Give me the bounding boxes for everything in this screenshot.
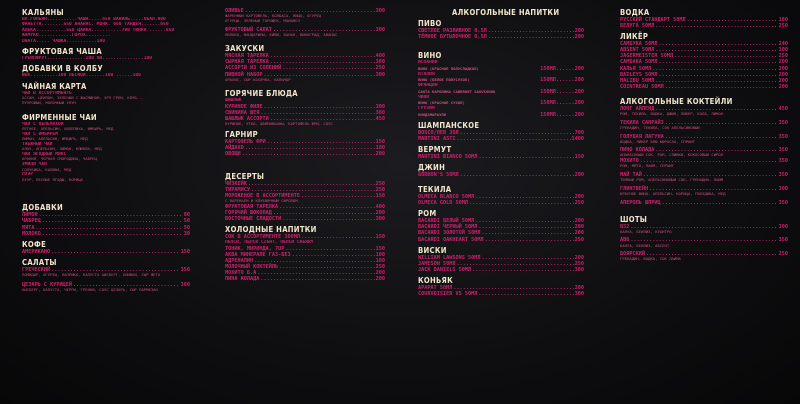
- menu-item-name: ЭМИЛИ ЧАЙ: [22, 162, 47, 168]
- menu-item: ТЁМНОЕ БУТЫЛОЧНОЕ 0,5Л ..... 200: [418, 34, 584, 40]
- section-title: САЛАТЫ: [22, 257, 57, 267]
- section-hookah: [22, 8, 190, 44]
- menu-item: ЦЕЗАРЬ С КУРИЦЕЙ ..... 380: [22, 282, 190, 288]
- menu-item: КАРТОФЕЛЬ ФРИ ..... 150: [225, 139, 385, 145]
- menu-line: ФАНЕТТА........550 АНАНАС, МОНК. 660 ТАНДЕЯ.......650: [22, 22, 169, 28]
- menu-item: КИНДЗМАРАУЛИ 150МЛ......200: [418, 111, 584, 118]
- section-title: ДЕСЕРТЫ: [225, 172, 265, 182]
- menu-item: АВБ ..... 350: [620, 237, 788, 243]
- menu-item: МОЛОКО ..... 30: [22, 231, 190, 237]
- menu-line: ВЛ.ГОЛЬЯН...........ЧАША.....650 ВАНИЛЬ.....ОБАЛ.900: [22, 17, 166, 22]
- section-title: АЛКОГОЛЬНЫЕ КОКТЕЙЛИ: [620, 96, 733, 106]
- menu-item: КАЛЬЯ 50МЛ ..... 200: [620, 66, 788, 72]
- menu-item: ШАШЛЫК АССОРТИ ..... 450: [225, 116, 385, 122]
- menu-item: СВИНИНА ШЕЯ ..... 380: [225, 110, 385, 116]
- section-title: ШАМПАНСКОЕ: [418, 120, 480, 130]
- section-coffee: [22, 240, 190, 255]
- menu-item: САНТА КАРОЛИНА CABERNET SAUVIGNON 150МЛ......200: [418, 88, 584, 95]
- menu-item: СВЕТЛОЕ РАЗЛИВНОЕ 0,5Л ..... 200: [418, 28, 584, 34]
- item-description: С ВАРЕНЬЕМ И КЛУБНИЧНЫМ СИРОПОМ: [225, 199, 298, 204]
- menu-item: OLMECA GOLD 50МЛ ..... 250: [418, 200, 584, 206]
- menu-item: ЛОНГ АЙЛЕНД ..... 450: [620, 106, 788, 112]
- menu-item: MARTINI ASTI ..... 1400: [418, 136, 584, 142]
- menu-item: АРАРАТ 50МЛ ..... 200: [418, 285, 584, 291]
- menu-item: MARTINI BIANCO 50МЛ ..... 150: [418, 154, 584, 160]
- item-description: АРАХИС, СЫР КОСИЧКА, КАЛЬМАР: [225, 77, 291, 82]
- item-description: ПОМИДОР, ОГУРЕЦ, ПАПРИКА, КАПУСТА АЙСБЕРГ, ОЛИВКИ, СЫР ФЕТА: [22, 272, 161, 277]
- menu-item: ОВОЩИ ..... 200: [225, 151, 385, 157]
- item-description: ЖАРЕННЫЙ КАРТОФЕЛЬ, КОЛБАСА, ЯЙЦО, ОГУРЕЦ: [225, 14, 322, 19]
- item-description: АССАМ, ЦЕЙЛОН, ЗЕЛЁНЫЙ С ЖАСМИНОМ, ЭРЛ ГРЕЙ, КЛУБ...: [22, 96, 144, 101]
- menu-item: BACARDI БЕЛЫЙ 50МЛ ..... 200: [418, 218, 584, 224]
- section-title: ЧАЙНАЯ КАРТА: [22, 81, 87, 91]
- item-description: ЛЕТНЕЕ, АПЕЛЬСИН, ОБЛЕПИХА, ИМБИРЬ, МЁД: [22, 127, 114, 132]
- item-description: КАЛУА, БЕЙЛИЗ, КУАНТРО: [620, 229, 672, 234]
- menu-item: ФРУКТОВАЯ ТАРЕЛКА ..... 400: [225, 204, 385, 210]
- wine-country: ИСПАНИЯ: [418, 60, 438, 66]
- section-champagne: [418, 121, 584, 142]
- section-tea-card: [22, 82, 190, 106]
- menu-item: ВИНО (КРАСНОЕ СУХОЕ) 150МЛ......200: [418, 100, 584, 107]
- menu-item: БОЯРСКИЙ ..... 250: [620, 251, 788, 257]
- section-title: ВЕРМУТ: [418, 144, 452, 154]
- menu-item: ЛИМОН ..... 80: [22, 212, 190, 218]
- menu-item: BAILEYS 50МЛ ..... 200: [620, 72, 788, 78]
- item-description: КУРИНОЕ, УТКА, ШАМПИНЬОНЫ, КАРТОФЕЛЬ ФРИ, СОУС: [225, 122, 333, 127]
- section-vodka: [620, 8, 788, 29]
- menu-column-1: [22, 8, 190, 295]
- section-title: КАЛЬЯНЫ: [22, 8, 64, 17]
- section-title: ХОЛОДНЫЕ НАПИТКИ: [225, 225, 317, 235]
- section-fruit-bowl: [22, 47, 190, 61]
- menu-item: ТИРАМИСУ ..... 250: [225, 187, 385, 193]
- menu-line: ЖАМУКО............ГОРОХ.........: [22, 33, 111, 39]
- wine-country: ФРАНЦИЯ: [418, 83, 438, 89]
- section-title: ГОРЯЧИЕ БЛЮДА: [225, 89, 298, 99]
- menu-item: МЯСНАЯ ТАРЕЛКА ..... 400: [225, 53, 385, 59]
- menu-column-4: [620, 8, 788, 265]
- wine-country: ГРУЗИЯ: [418, 106, 435, 112]
- section-whisky: [418, 246, 584, 273]
- menu-item: ГРЕЧЕСКИЙ ..... 350: [22, 267, 190, 273]
- section-branded-tea: [22, 113, 190, 183]
- menu-item: АПЕРОЛЬ ШПРИЦ ..... 350: [620, 200, 788, 206]
- menu-item: ПИНО КОЛАДА ..... 350: [620, 147, 788, 153]
- menu-item: BACARDI ЗОЛОТОЙ 50МЛ ..... 200: [418, 230, 584, 236]
- menu-item: OLMECA BLANCO 50МЛ ..... 200: [418, 194, 584, 200]
- menu-item: ВИНО (БЕЛОЕ ПОЛУСУХОЕ) 150МЛ......200: [418, 77, 584, 84]
- item-description: КАЛУА, БЕЙЛИЗ, АБСЕНТ: [620, 243, 670, 248]
- section-hot-dishes: [225, 89, 385, 126]
- menu-item: ТОНИК, МИРИНДА, 7UP ..... 150: [225, 246, 385, 252]
- section-title: ВИНО: [418, 51, 442, 61]
- item-description: АНАНАСОВЫЙ СОК, РОМ, СЛИВКИ, КОКОСОВЫЙ СИРОП: [620, 153, 724, 158]
- section-title: ДОБАВКИ В КОЛБУ: [22, 64, 103, 74]
- section-rum: [418, 209, 584, 242]
- section-cocktails: [620, 97, 788, 206]
- section-title: КОНЬЯК: [418, 275, 453, 285]
- menu-line: АЛЕКА...........550 ЦАЙКА...........700 ТИНКА.......850: [22, 27, 175, 33]
- menu-item: РУССКИЙ СТАНДАРТ 50МЛ ..... 180: [620, 17, 788, 23]
- menu-item: АКВА МИНЕРАЛЕ ГАЗ-БЕЗ ..... 100: [225, 252, 385, 258]
- section-gin: [418, 163, 584, 178]
- section-title: ДОБАВКИ: [22, 203, 63, 213]
- menu-item: MALIBU 50МЛ ..... 200: [620, 78, 788, 84]
- menu-item: МЯТА ..... 50: [22, 225, 190, 231]
- menu-item: ГЛИНТВЕЙН ..... 300: [620, 186, 788, 192]
- alcohol-heading: АЛКОГОЛЬНЫЕ НАПИТКИ: [452, 8, 560, 17]
- menu-item: JAMESON 50МЛ ..... 250: [418, 261, 584, 267]
- wine-country: ИТАЛИЯ: [418, 71, 435, 77]
- menu-item: ЧАБРЕЦ ..... 50: [22, 218, 190, 224]
- section-desserts: [225, 172, 385, 222]
- menu-item: СЫРНАЯ ТАРЕЛКА ..... 380: [225, 59, 385, 65]
- item-description: РОМ, МЯТА, ЛАЙМ, СПРАЙТ: [620, 164, 674, 169]
- wine-country: ЧИЛИ: [418, 94, 430, 100]
- section-side-dish: [225, 130, 385, 157]
- menu-item: МОХИТО Б.А ..... 200: [225, 270, 385, 276]
- menu-item: МОРОЖЕНОЕ В АССОРТИМЕНТЕ ..... 150: [225, 193, 385, 199]
- menu-item: ГОРЯЧИЙ ШОКОЛАД ..... 200: [225, 210, 385, 216]
- section-title: КОФЕ: [22, 239, 47, 249]
- item-description: ГРЕНАДИН, ВОДКА, СОК ЛАЙМА: [620, 257, 681, 262]
- menu-item: МОЛОЧНЫЙ КОКТЕЙЛЬ ..... 250: [225, 264, 385, 270]
- item-description: ПУЭРОВЫЙ, МОЛОЧНЫЙ УЛУН: [22, 100, 76, 105]
- item-description: РОМ, ТЕКИЛА, ВОДКА, ДЖИН, ЛИКЁР, КОЛА, ЛИМОН: [620, 112, 724, 117]
- menu-item: ГОЛУБАЯ ЛАГУНА ..... 350: [620, 134, 788, 140]
- menu-item: GORDON'S 50МЛ ..... 200: [418, 172, 584, 178]
- menu-item: МОХИТО ..... 350: [620, 158, 788, 164]
- item-description: ЛИМОН, АПЕЛЬСИН, ИМБИРЬ, МЁД: [22, 137, 88, 142]
- item-description: ГОЛУБИКА, КАЛИНА, МЁД: [22, 167, 72, 172]
- menu-item: ВИНО (КРАСНОЕ ПОЛУСЛАДКОЕ) 150МЛ......200: [418, 65, 584, 72]
- section-title: ТЕКИЛА: [418, 185, 452, 195]
- menu-item: Б52 ..... 300: [620, 224, 788, 230]
- section-beer: [418, 19, 584, 40]
- menu-column-3: [418, 8, 584, 300]
- item-description: ТЁМНЫЙ РОМ, АПЕЛЬСИНОВЫЙ СОК, ГРЕНАДИН, ЛАЙМ: [620, 178, 724, 183]
- section-extras: [22, 203, 190, 236]
- menu-column-2: [225, 8, 385, 285]
- menu-item: WILLIAM LAWSONS 50МЛ ..... 200: [418, 255, 584, 261]
- menu-item: BACARDI OAKHEART 50МЛ ..... 250: [418, 237, 584, 243]
- section-salads: [22, 258, 190, 293]
- item-description: АРОНИЯ, ЧЁРНАЯ СМОРОДИНА, ЧАБРЕЦ: [22, 157, 97, 162]
- section-cold-drinks: [225, 225, 385, 282]
- menu-item-name: ЧАЙ С ИМБИРЕМ: [22, 131, 58, 137]
- item-description: КРАСНОЕ ВИНО, АПЕЛЬСИН, КОРИЦА, ГВОЗДИКА, МЁД: [620, 191, 726, 196]
- item-description: ГРЕНАДИН, ТЕКИЛА, СОК АПЕЛЬСИНОВЫЙ: [620, 125, 700, 130]
- menu-line: ЮБК..........100 ЛЕСНОЙ.......100 ......100: [22, 73, 141, 79]
- section-title: ФИРМЕННЫЕ ЧАИ: [22, 112, 97, 122]
- menu-item: ВОСТОЧНЫЕ СЛАДОСТИ ..... 300: [225, 216, 385, 222]
- section-cognac: [418, 276, 584, 297]
- section-additives: [22, 64, 190, 78]
- menu-item-name: ЧАЙ С ОБЛЕПИХОЙ: [22, 121, 64, 127]
- section-title: ВИСКИ: [418, 245, 447, 255]
- menu-item: ОЛИВЬЕ ..... 300: [225, 8, 385, 14]
- item-description: ВОДКА, ЛИКЁР БЛЮ КЮРАСАО, СПРАЙТ: [620, 139, 695, 144]
- menu-item-name: ПУЭР: [22, 172, 34, 178]
- menu-item: АМЕРИКАНО ..... 150: [22, 249, 190, 255]
- section-liqueur: [620, 32, 788, 90]
- section-title: ВОДКА: [620, 8, 650, 17]
- menu-item: КУРИНОЕ ФИЛЕ ..... 300: [225, 104, 385, 110]
- menu-item: АДРЕНАЛИН ..... 180: [225, 258, 385, 264]
- item-description: ЯБЛОКО, МАНДАРИНЫ, КИВИ, БАНАН, ВИНОГРАД, АНАНАС: [225, 32, 338, 37]
- menu-item: BACARDI ЧЕРНЫЙ 50МЛ ..... 200: [418, 224, 584, 230]
- section-title: ФРУКТОВАЯ ЧАША: [22, 47, 102, 57]
- menu-line: ОВАТА..... ЧАШКА...........100: [22, 38, 105, 44]
- section-title: ЛИКЁР: [620, 32, 649, 42]
- section-title: ДЖИН: [418, 162, 446, 172]
- menu-item: JACK DANIELS 50МЛ ..... 300: [418, 267, 584, 273]
- menu-line: ГРЕЙПФРУТ..............100 ЯН...............100: [22, 56, 152, 62]
- section-vermouth: [418, 145, 584, 160]
- section-wine: [418, 51, 584, 118]
- menu-item: АССОРТИ ИЗ СОЛЕНИЙ ..... 250: [225, 65, 385, 71]
- menu-item: BOSCO/ЛЕВ ЗОЛ ..... 700: [418, 130, 584, 136]
- menu-item-name: ТАЁЖНЫЙ ЧАЙ: [22, 141, 53, 147]
- menu-item: ABSENT 50МЛ ..... 300: [620, 47, 788, 53]
- menu-item: ЧИЗКЕЙК ..... 250: [225, 181, 385, 187]
- menu-item-name: ШАШЛЫК: [225, 98, 242, 104]
- section-title: ПИВО: [418, 19, 442, 28]
- section-title: ШОТЫ: [620, 214, 648, 224]
- menu-item: САМБУКА 50МЛ ..... 240: [620, 41, 788, 47]
- section-title: ЗАКУСКИ: [225, 44, 265, 54]
- section-snacks: [225, 44, 385, 82]
- menu-item: МАЙ ТАЙ ..... 350: [620, 172, 788, 178]
- menu-item: ПИВНОЙ НАБОР ..... 300: [225, 72, 385, 78]
- section-olives: [225, 8, 385, 37]
- section-tequila: [418, 185, 584, 206]
- menu-item: БЕЛУГА 50МЛ ..... 250: [620, 23, 788, 29]
- section-title: ГАРНИР: [225, 129, 258, 139]
- menu-item: COURVOISIER VS 50МЛ ..... 300: [418, 291, 584, 297]
- menu-item: COINTREAU 50МЛ ..... 200: [620, 84, 788, 90]
- menu-item: JAGERMEISTER 50МЛ ..... 250: [620, 53, 788, 59]
- section-shots: [620, 215, 788, 262]
- menu-item: ФРУКТОВЫЙ САЛАТ ..... 300: [225, 27, 385, 33]
- item-description: ПУЭР, ЛЕСНЫЕ ЯГОДЫ, КОРИЦА: [22, 177, 83, 182]
- menu-item-name: ПЕПСИ, ПЕПСИ LIGHT, ПЕПСИ CHERRY: [225, 240, 314, 246]
- item-description: АЙСБЕРГ, КАПУСТА, ЧЕРРИ, ГРЕНКИ, СОУС ЦЕЗАРЬ, СЫР ПАРМЕЗАН: [22, 287, 158, 292]
- item-description: АЛОЭ, АПЕЛЬСИН, ЛИМОН, КЛЮКВА, МЁД: [22, 147, 102, 152]
- menu-item: АЙДАХО ..... 180: [225, 145, 385, 151]
- menu-item: ПИНА КОЛАДА ..... 200: [225, 276, 385, 282]
- item-description: ОГУРЦЫ, ЗЕЛЁНЫЙ ГОРОШЕК, МАЙОНЕЗ: [225, 18, 300, 23]
- menu-item: САМБАКА 50МЛ ..... 200: [620, 59, 788, 65]
- menu-item: ТЕКИЛА САНРАЙЗ ..... 350: [620, 120, 788, 126]
- menu-line: ЧАЙ В АССОРТИМЕНТЕ: [22, 90, 72, 96]
- menu-item-name: ЧАЙ ЯГОДНЫЙ МИКС: [22, 151, 67, 157]
- section-title: РОМ: [418, 209, 437, 219]
- menu-item: СОК В АССОРТИМЕНТЕ 300МЛ ..... 150: [225, 234, 385, 240]
